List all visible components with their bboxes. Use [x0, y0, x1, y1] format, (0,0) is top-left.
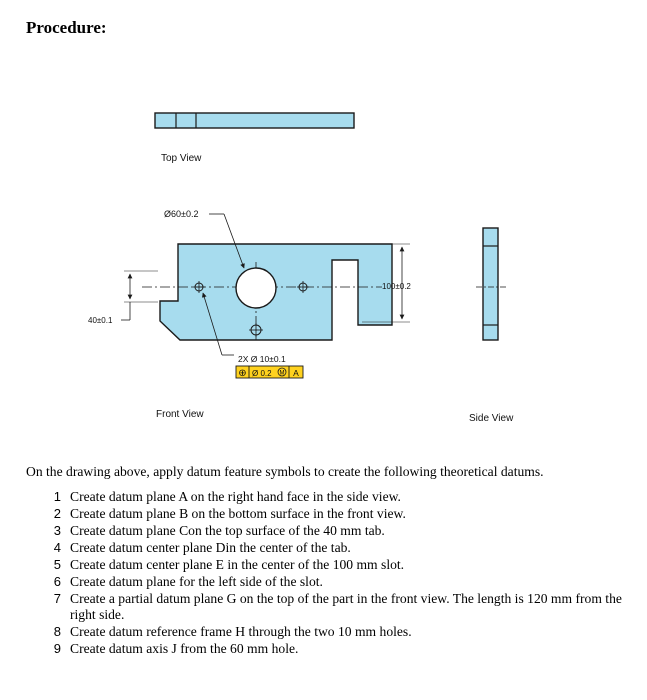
feature-control-frame — [236, 366, 303, 379]
step-number: 1 — [53, 489, 61, 504]
step-text: Create datum reference frame H through the two 10 mm holes. — [70, 624, 412, 639]
step-number: 3 — [53, 523, 61, 538]
slot-dimension: 100±0.2 — [382, 282, 411, 291]
instruction-steps — [26, 489, 642, 657]
tab-dimension: 40±0.1 — [88, 316, 113, 325]
fcf-datum: A — [293, 368, 299, 378]
fcf-modifier: M — [279, 370, 285, 377]
fcf-tolerance: Ø 0.2 — [252, 369, 272, 378]
step-number: 8 — [53, 624, 61, 639]
step-number: 2 — [53, 506, 61, 521]
top-view-label: Top View — [161, 153, 202, 164]
step-text: Create datum center plane E in the center of the 100 mm slot. — [70, 557, 405, 572]
step-text: Create datum plane Con the top surface of the 40 mm tab. — [70, 523, 385, 538]
procedure-heading: Procedure: — [26, 18, 107, 37]
step-number: 6 — [53, 574, 61, 589]
step-text: Create datum plane A on the right hand face in the side view. — [70, 489, 401, 504]
step-text: Create datum center plane Din the center of the tab. — [70, 540, 351, 555]
step-number: 5 — [53, 557, 61, 572]
instructions — [26, 463, 642, 658]
side-view-part — [483, 228, 498, 340]
side-view — [476, 228, 508, 340]
step-text: Create datum plane for the left side of the slot. — [70, 574, 323, 589]
step-text: Create a partial datum plane G on the top of the part in the front view. The length is 120 mm from the right side. — [70, 591, 622, 622]
list-item — [26, 523, 642, 539]
top-view-part — [155, 113, 354, 128]
list-item — [26, 506, 642, 522]
instructions-intro: On the drawing above, apply datum feature symbols to create the following theoretical datums. — [26, 464, 544, 479]
front-view-label: Front View — [156, 409, 204, 420]
step-text: Create datum axis J from the 60 mm hole. — [70, 641, 299, 656]
list-item — [26, 591, 642, 623]
list-item — [26, 489, 642, 505]
small-hole-callout: 2X Ø 10±0.1 — [238, 354, 286, 364]
list-item — [26, 557, 642, 573]
step-number: 7 — [53, 591, 61, 606]
list-item — [26, 641, 642, 657]
list-item — [26, 540, 642, 556]
fcf-position-symbol: ⊕ — [238, 368, 247, 379]
step-text: Create datum plane B on the bottom surface in the front view. — [70, 506, 406, 521]
step-number: 9 — [53, 641, 61, 656]
hole-diameter-dimension: Ø60±0.2 — [164, 209, 199, 219]
large-hole — [236, 268, 276, 308]
step-number: 4 — [53, 540, 61, 555]
list-item — [26, 624, 642, 640]
front-view — [142, 244, 392, 340]
side-view-label: Side View — [469, 413, 514, 424]
top-view — [155, 113, 354, 128]
list-item — [26, 574, 642, 590]
